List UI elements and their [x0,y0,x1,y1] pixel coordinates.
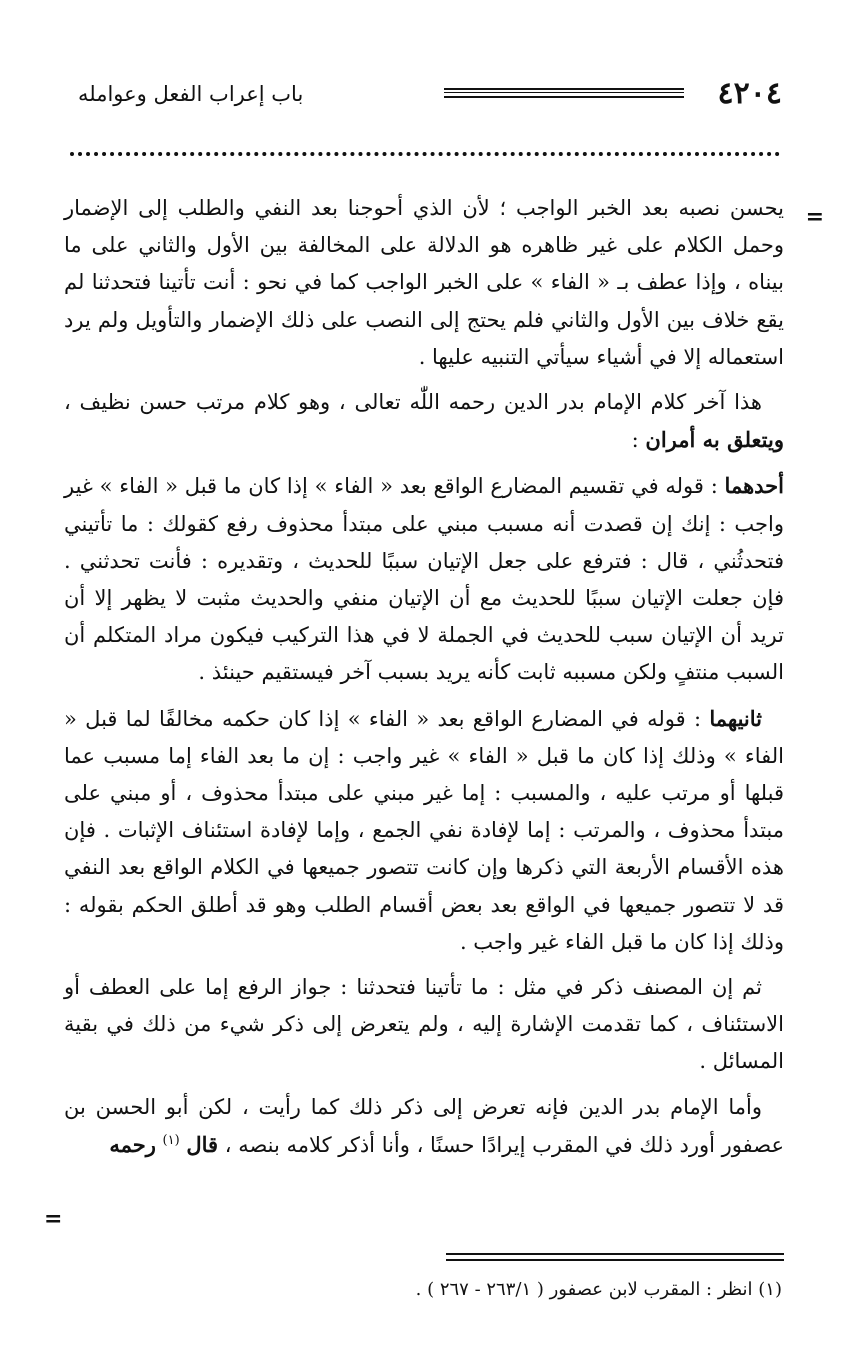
continuation-mark-start: = [805,204,824,230]
text-run: : قوله في المضارع الواقع بعد « الفاء » إذا كان حكمه مخالفًا لما قبل « الفاء » وذلك إذا كان ما قبل « الفاء » غير واجب : إن ما بعد الفاء إما مسبب عما قبلها أو مرتب عليه ، والمسبب : إما غير مبني على مبتدأ محذوف ، أو مبني على مبتدأ محذوف ، والمرتب : إما لإفادة نفي الجمع ، وإما لإفادة استئناف الإثبات . فإن هذه الأقسام الأربعة التي ذكرها وإن كانت تتصور جميعها في الكلام الواقع بعد النفي قد لا تتصور جميعها في الواقع بعد بعض أقسام الطلب وهو قد أطلق الحكم بقوله : وذلك إذا كان ما قبل الفاء غير واجب . [64,706,784,954]
paragraph [64,384,784,459]
text-run: يحسن نصبه بعد الخبر الواجب ؛ لأن الذي أحوجنا بعد النفي والطلب إلى الإضمار وحمل الكلام على غير ظاهره هو الدلالة على المخالفة بين الأول والثاني على ما بيناه ، وإذا عطف بـ « الفاء » على الخبر الواجب كما في نحو : أنت تأتينا فتحدثنا لم يقع خلاف بين الأول والثاني فلم يحتج إلى النصب على ذلك الإضمار والتأويل ولم يرد استعماله إلا في أشياء سيأتي التنبيه عليها . [64,196,784,369]
text-run: : [631,428,646,453]
continuation-mark-end: = [44,1206,63,1232]
dotted-separator [70,152,780,156]
bold-text-run: رحمه [109,1131,156,1157]
running-title: باب إعراب الفعل وعوامله [78,82,304,106]
page-number: ٤٢٠٤ [717,76,782,111]
bold-text-run: ويتعلق به أمران [645,427,784,453]
footnote-rule [446,1253,784,1261]
paragraph [64,969,784,1081]
paragraph [64,700,784,961]
bold-text-run: ثانيهما [709,705,762,731]
paragraph [64,190,784,376]
paragraph [64,1089,784,1164]
footnote-ref: (١) [162,1132,180,1148]
text-run: ثم إن المصنف ذكر في مثل : ما تأتينا فتحدثنا : جواز الرفع إما على العطف أو الاستئناف ، كما تقدمت الإشارة إليه ، ولم يتعرض إلى ذكر شيء من ذلك في بقية المسائل . [64,975,784,1074]
paragraph [64,467,784,691]
page-header [78,74,782,114]
text-run [156,1133,163,1157]
text-run: هذا آخر كلام الإمام بدر الدين رحمه اللّٰه تعالى ، وهو كلام مرتب حسن نظيف ، [64,390,762,415]
bold-text-run: أحدهما [724,473,784,499]
footnote: (١) انظر : المقرب لابن عصفور ( ٢٦٣/١ - ٢٦٧ ) . [415,1279,782,1300]
main-text [64,190,784,1172]
text-run: : قوله في تقسيم المضارع الواقع بعد « الفاء » إذا كان ما قبل « الفاء » غير واجب : إنك إن قصدت أنه مسبب مبني على مبتدأ محذوف رفع كقولك : ما تأتيني فتحدثُني ، قال : فترفع على جعل الإتيان سببًا للحديث ، وتقديره : فأنت تحدثني . فإن جعلت الإتيان سببًا للحديث مع أن الإتيان منفي والحديث مثبت لا يظهر إلا أن تريد أن الإتيان سبب للحديث في الجملة لا في هذا التركيب فيكون مراد المتكلم أن السبب منتفٍ ولكن مسببه ثابت كأنه يريد بسبب آخر فيستقيم حينئذ . [64,474,784,685]
bold-text-run: قال [186,1131,219,1157]
text-run: وأما الإمام بدر الدين فإنه تعرض إلى ذكر ذلك كما رأيت ، لكن أبو الحسن بن عصفور أورد ذلك في المقرب إيرادًا حسنًا ، وأنا أذكر كلامه بنصه ، [64,1094,784,1157]
header-rule [444,88,684,98]
